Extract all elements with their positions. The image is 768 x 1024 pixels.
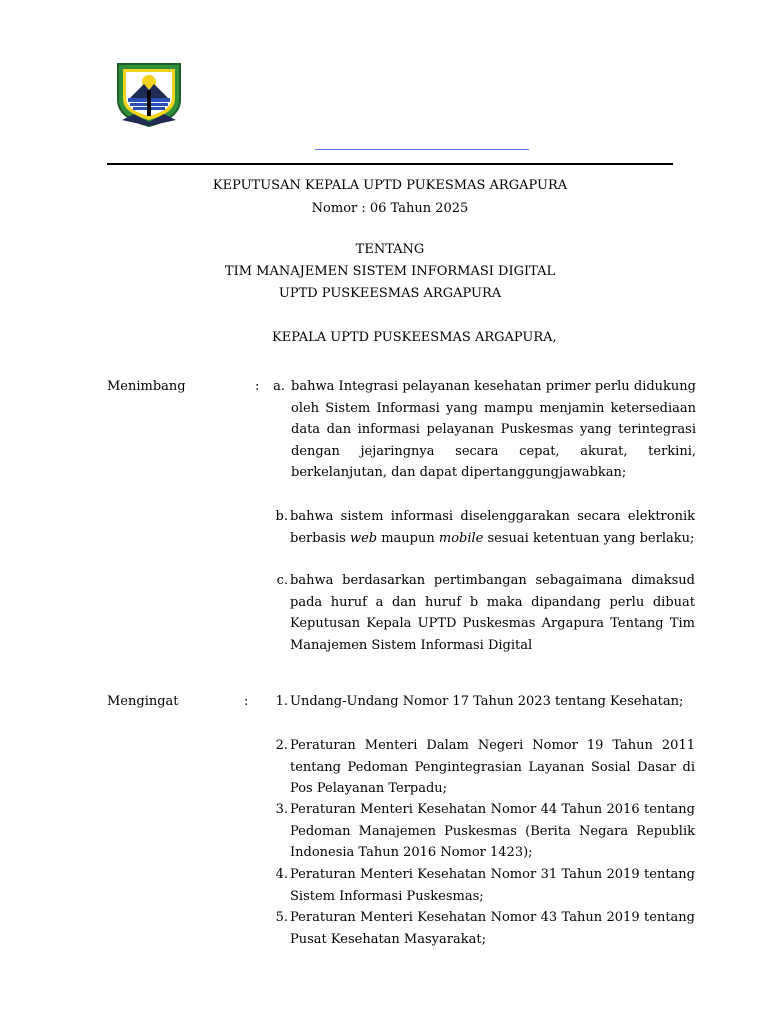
item-marker: 5.	[275, 910, 288, 925]
item-marker: b.	[275, 509, 288, 524]
mengingat-colon: :	[244, 694, 249, 709]
mengingat-item-4	[258, 864, 698, 907]
item-marker: a.	[273, 379, 285, 394]
header-divider	[107, 163, 673, 165]
item-text-mobile: mobile	[438, 530, 484, 546]
item-text: bahwa Integrasi pelayanan kesehatan primer perlu didukung oleh Sistem Informasi yang mampu menjamin ketersediaan data dan informasi pelayanan Puskesmas yang terintegrasi dengan jejaringnya secara cepat, akurat, terkini, berkelanjutan, dan dapat dipertanggungjawabkan;	[291, 379, 696, 481]
mengingat-item-2	[258, 735, 698, 800]
item-text: Undang-Undang Nomor 17 Tahun 2023 tentang Kesehatan;	[290, 694, 684, 709]
item-marker: 3.	[275, 802, 288, 817]
item-text-mid: maupun	[377, 530, 439, 546]
tentang-heading: TENTANG	[355, 242, 425, 257]
item-text	[290, 506, 695, 549]
item-text: Peraturan Menteri Kesehatan Nomor 43 Tahun 2019 tentang Pusat Kesehatan Masyarakat;	[290, 910, 695, 947]
official-title: KEPALA UPTD PUSKEESMAS ARGAPURA,	[272, 330, 557, 345]
subject-line-1: TIM MANAJEMEN SISTEM INFORMASI DIGITAL	[224, 264, 556, 279]
mengingat-item-3	[258, 799, 698, 864]
mengingat-item-1	[258, 691, 698, 713]
menimbang-colon: :	[255, 379, 260, 394]
item-text: Peraturan Menteri Kesehatan Nomor 44 Tahun 2016 tentang Pedoman Manajemen Puskesmas (Berita Negara Republik Indonesia Tahun 2016 Nomor 1423);	[290, 802, 695, 861]
mengingat-label: Mengingat	[107, 694, 179, 709]
regency-emblem-icon	[114, 60, 184, 128]
decree-title: KEPUTUSAN KEPALA UPTD PUKESMAS ARGAPURA	[212, 178, 568, 193]
mengingat-item-5	[258, 907, 698, 950]
item-text-pre: bahwa sistem informasi diselenggarakan secara elektronik berbasis	[290, 509, 695, 546]
item-marker: c.	[276, 573, 288, 588]
menimbang-item-c	[258, 570, 698, 656]
item-marker: 2.	[275, 738, 288, 753]
item-text-post: sesuai ketentuan yang berlaku;	[483, 530, 695, 546]
item-text-web: web	[349, 530, 378, 546]
menimbang-item-a	[265, 376, 705, 484]
menimbang-label: Menimbang	[107, 379, 186, 394]
header-link-line	[315, 149, 529, 150]
item-text: Peraturan Menteri Dalam Negeri Nomor 19 Tahun 2011 tentang Pedoman Pengintegrasian Layanan Sosial Dasar di Pos Pelayanan Terpadu;	[290, 738, 695, 797]
item-marker: 1.	[275, 694, 288, 709]
menimbang-item-b	[258, 506, 698, 549]
subject-line-2: UPTD PUSKEESMAS ARGAPURA	[278, 286, 502, 301]
item-marker: 4.	[275, 867, 288, 882]
decree-number: Nomor : 06 Tahun 2025	[311, 201, 469, 216]
item-text: bahwa berdasarkan pertimbangan sebagaimana dimaksud pada huruf a dan huruf b maka dipandang perlu dibuat Keputusan Kepala UPTD Puskesmas Argapura Tentang Tim Manajemen Sistem Informasi Digital	[290, 573, 695, 653]
item-text: Peraturan Menteri Kesehatan Nomor 31 Tahun 2019 tentang Sistem Informasi Puskesmas;	[290, 867, 695, 904]
